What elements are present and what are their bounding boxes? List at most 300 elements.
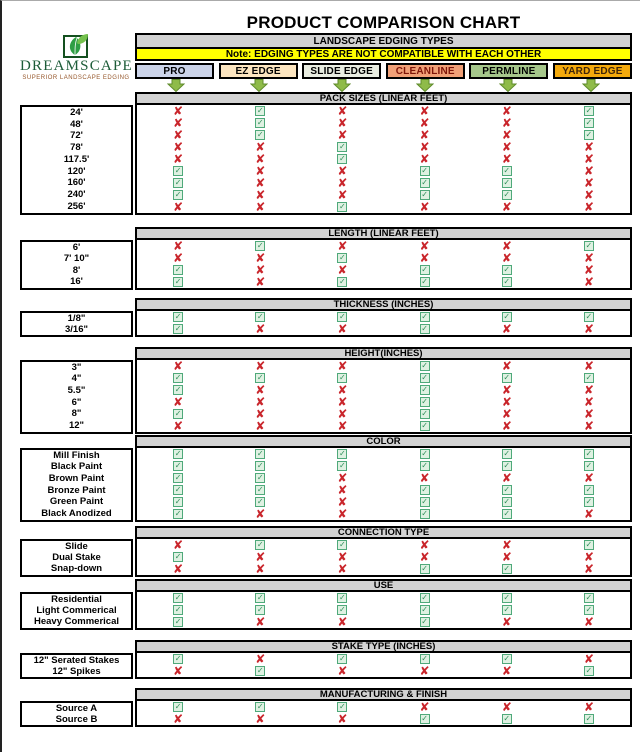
cross-icon: ✘ xyxy=(419,700,430,714)
check-icon: ✓ xyxy=(585,461,593,470)
mark-cell xyxy=(137,323,219,335)
mark-cell xyxy=(466,563,548,575)
mark-cell xyxy=(466,177,548,189)
cross-icon: ✘ xyxy=(419,140,430,154)
mark-cell xyxy=(301,713,383,725)
mark-cell xyxy=(383,713,465,725)
check-icon: ✓ xyxy=(174,654,182,663)
check-icon: ✓ xyxy=(503,461,511,470)
check-icon: ✓ xyxy=(174,485,182,494)
cross-icon: ✘ xyxy=(337,128,348,142)
mark-cell xyxy=(137,153,219,165)
mark-cell xyxy=(137,484,219,496)
mark-cell xyxy=(548,472,630,484)
cross-icon: ✘ xyxy=(173,251,184,265)
marks-grid xyxy=(135,592,632,630)
check-icon: ✓ xyxy=(503,277,511,286)
marks-grid xyxy=(135,701,632,727)
check-icon: ✓ xyxy=(421,409,428,418)
section-header-bar xyxy=(135,688,632,701)
row-labels-box xyxy=(20,311,133,337)
mark-cell xyxy=(219,448,301,460)
row-label: 6' xyxy=(72,241,81,253)
mark-cell xyxy=(383,252,465,264)
cross-icon: ✘ xyxy=(419,538,430,552)
cross-icon: ✘ xyxy=(255,152,266,166)
mark-cell xyxy=(219,105,301,117)
cross-icon: ✘ xyxy=(583,615,594,629)
row-label: 12" xyxy=(68,420,85,432)
mark-cell xyxy=(219,420,301,432)
check-icon: ✓ xyxy=(503,166,511,175)
cross-icon: ✘ xyxy=(173,140,184,154)
section-header-label: PACK SIZES (LINEAR FEET) xyxy=(319,93,448,104)
check-icon: ✓ xyxy=(174,552,182,561)
mark-cell xyxy=(383,472,465,484)
section-stake-type-inches- xyxy=(20,640,632,679)
check-icon: ✓ xyxy=(585,485,593,494)
mark-cell xyxy=(548,592,630,604)
section-header-bar xyxy=(135,435,632,448)
mark-cell xyxy=(548,323,630,335)
mark-cell xyxy=(383,616,465,628)
mark-cell xyxy=(219,460,301,472)
mark-cell xyxy=(301,665,383,677)
mark-cell xyxy=(137,201,219,213)
cross-icon: ✘ xyxy=(583,407,594,421)
cross-icon: ✘ xyxy=(255,176,266,190)
cross-icon: ✘ xyxy=(501,700,512,714)
section-header-label: HEIGHT(INCHES) xyxy=(344,348,423,359)
row-label: 7' 10" xyxy=(63,253,90,265)
check-icon: ✓ xyxy=(585,714,593,723)
cross-icon: ✘ xyxy=(255,419,266,433)
cross-icon: ✘ xyxy=(419,471,430,485)
mark-cell xyxy=(383,701,465,713)
section-pack-sizes-linear-feet- xyxy=(20,92,632,215)
mark-cell xyxy=(383,496,465,508)
cross-icon: ✘ xyxy=(255,407,266,421)
check-icon: ✓ xyxy=(174,178,182,187)
mark-cell xyxy=(137,448,219,460)
mark-cell xyxy=(548,420,630,432)
cross-icon: ✘ xyxy=(583,176,594,190)
row-label: 24' xyxy=(70,106,83,118)
check-icon: ✓ xyxy=(339,154,346,163)
check-icon: ✓ xyxy=(174,409,182,418)
cross-icon: ✘ xyxy=(501,140,512,154)
check-icon: ✓ xyxy=(256,593,264,602)
mark-cell xyxy=(548,616,630,628)
cross-icon: ✘ xyxy=(337,188,348,202)
mark-cell xyxy=(219,323,301,335)
cross-icon: ✘ xyxy=(173,152,184,166)
row-label: 4" xyxy=(71,373,82,385)
row-label: 120' xyxy=(67,165,86,177)
cross-icon: ✘ xyxy=(583,251,594,265)
cross-icon: ✘ xyxy=(501,128,512,142)
mark-cell xyxy=(301,189,383,201)
check-icon: ✓ xyxy=(585,605,593,614)
check-icon: ✓ xyxy=(585,666,593,675)
cross-icon: ✘ xyxy=(583,188,594,202)
check-icon: ✓ xyxy=(256,702,264,711)
product-header-ez-edge: EZ EDGE xyxy=(219,63,298,79)
check-icon: ✓ xyxy=(174,324,182,333)
mark-cell xyxy=(137,420,219,432)
section-body xyxy=(20,360,632,434)
check-icon: ✓ xyxy=(585,373,593,382)
mark-cell xyxy=(301,508,383,520)
section-color xyxy=(20,435,632,522)
mark-cell xyxy=(383,420,465,432)
cross-icon: ✘ xyxy=(337,164,348,178)
check-icon: ✓ xyxy=(585,449,593,458)
check-icon: ✓ xyxy=(256,473,264,482)
section-header-label: USE xyxy=(373,580,394,591)
check-icon: ✓ xyxy=(503,605,511,614)
check-icon: ✓ xyxy=(421,361,428,370)
cross-icon: ✘ xyxy=(583,152,594,166)
marks-grid xyxy=(135,311,632,337)
check-icon: ✓ xyxy=(174,449,182,458)
mark-cell xyxy=(466,484,548,496)
row-labels-box xyxy=(20,653,133,679)
cross-icon: ✘ xyxy=(419,239,430,253)
mark-cell xyxy=(219,484,301,496)
product-header-pro: PRO xyxy=(135,63,214,79)
mark-cell xyxy=(383,396,465,408)
leaf-icon xyxy=(20,31,132,59)
row-label: Slide xyxy=(65,540,88,552)
check-icon: ✓ xyxy=(421,593,428,602)
check-icon: ✓ xyxy=(503,178,511,187)
check-icon: ✓ xyxy=(256,130,264,139)
check-icon: ✓ xyxy=(174,265,182,274)
mark-cell xyxy=(137,460,219,472)
cross-icon: ✘ xyxy=(255,188,266,202)
row-labels-box xyxy=(20,592,133,630)
cross-icon: ✘ xyxy=(583,507,594,521)
mark-cell xyxy=(383,592,465,604)
mark-cell xyxy=(301,240,383,252)
cross-icon: ✘ xyxy=(255,395,266,409)
row-label: 3/16" xyxy=(65,323,88,335)
section-header-label: CONNECTION TYPE xyxy=(337,527,430,538)
check-icon: ✓ xyxy=(339,605,346,614)
mark-cell xyxy=(383,276,465,288)
mark-cell xyxy=(548,701,630,713)
row-label: Mill Finish xyxy=(53,449,100,461)
cross-icon: ✘ xyxy=(337,322,348,336)
cross-icon: ✘ xyxy=(501,359,512,373)
cross-icon: ✘ xyxy=(501,419,512,433)
row-label: 12" Spikes xyxy=(52,665,101,677)
section-manufacturing-finish xyxy=(20,688,632,727)
mark-cell xyxy=(383,201,465,213)
mark-cell xyxy=(219,665,301,677)
cross-icon: ✘ xyxy=(337,239,348,253)
row-labels-box xyxy=(20,105,133,215)
check-icon: ✓ xyxy=(503,449,511,458)
check-icon: ✓ xyxy=(174,166,182,175)
cross-icon: ✘ xyxy=(501,471,512,485)
check-icon: ✓ xyxy=(503,654,511,663)
section-body xyxy=(20,311,632,337)
check-icon: ✓ xyxy=(503,485,511,494)
mark-cell xyxy=(466,264,548,276)
row-label: Source B xyxy=(55,713,98,725)
mark-cell xyxy=(219,563,301,575)
cross-icon: ✘ xyxy=(501,322,512,336)
section-height-inches- xyxy=(20,347,632,434)
mark-cell xyxy=(383,264,465,276)
check-icon: ✓ xyxy=(174,461,182,470)
check-icon: ✓ xyxy=(256,605,264,614)
cross-icon: ✘ xyxy=(501,251,512,265)
row-label: Green Paint xyxy=(49,496,104,508)
cross-icon: ✘ xyxy=(337,664,348,678)
row-label: Dual Stake xyxy=(52,551,101,563)
product-header-cleanline: CLEANLINE xyxy=(386,63,465,79)
mark-cell xyxy=(466,472,548,484)
row-label: 256' xyxy=(67,201,86,212)
check-icon: ✓ xyxy=(503,564,511,573)
check-icon: ✓ xyxy=(339,142,346,151)
mark-cell xyxy=(466,323,548,335)
section-length-linear-feet- xyxy=(20,227,632,290)
product-header-slide-edge: SLIDE EDGE xyxy=(302,63,381,79)
mark-cell xyxy=(137,372,219,384)
check-icon: ✓ xyxy=(421,497,428,506)
row-label: 8" xyxy=(71,408,82,420)
cross-icon: ✘ xyxy=(583,200,594,214)
check-icon: ✓ xyxy=(256,461,264,470)
cross-icon: ✘ xyxy=(337,550,348,564)
mark-cell xyxy=(137,508,219,520)
mark-cell xyxy=(219,592,301,604)
cross-icon: ✘ xyxy=(255,322,266,336)
check-icon: ✓ xyxy=(174,497,182,506)
check-icon: ✓ xyxy=(503,714,511,723)
check-icon: ✓ xyxy=(339,654,346,663)
cross-icon: ✘ xyxy=(337,712,348,726)
mark-cell xyxy=(383,153,465,165)
cross-icon: ✘ xyxy=(583,700,594,714)
mark-cell xyxy=(466,508,548,520)
mark-cell xyxy=(137,276,219,288)
check-icon: ✓ xyxy=(256,118,264,127)
check-icon: ✓ xyxy=(585,130,593,139)
cross-icon: ✘ xyxy=(173,200,184,214)
cross-icon: ✘ xyxy=(255,562,266,576)
cross-icon: ✘ xyxy=(173,239,184,253)
check-icon: ✓ xyxy=(174,509,182,518)
check-icon: ✓ xyxy=(421,324,428,333)
mark-cell xyxy=(137,592,219,604)
row-labels-box xyxy=(20,240,133,290)
logo-tagline: SUPERIOR LANDSCAPE EDGING xyxy=(22,75,130,81)
cross-icon: ✘ xyxy=(255,251,266,265)
mark-cell xyxy=(301,616,383,628)
cross-icon: ✘ xyxy=(173,128,184,142)
mark-cell xyxy=(219,117,301,129)
row-label: 240' xyxy=(67,189,86,201)
cross-icon: ✘ xyxy=(173,395,184,409)
mark-cell xyxy=(137,165,219,177)
check-icon: ✓ xyxy=(174,593,182,602)
sections xyxy=(2,92,640,727)
mark-cell xyxy=(466,360,548,372)
cross-icon: ✘ xyxy=(337,471,348,485)
check-icon: ✓ xyxy=(339,702,346,711)
check-icon: ✓ xyxy=(585,540,593,549)
mark-cell xyxy=(548,653,630,665)
cross-icon: ✘ xyxy=(337,615,348,629)
marks-grid xyxy=(135,240,632,290)
cross-icon: ✘ xyxy=(583,164,594,178)
section-header-label: STAKE TYPE (INCHES) xyxy=(331,641,436,652)
cross-icon: ✘ xyxy=(337,395,348,409)
section-use xyxy=(20,579,632,630)
cross-icon: ✘ xyxy=(419,104,430,118)
check-icon: ✓ xyxy=(256,106,264,115)
arrow-row xyxy=(135,79,632,92)
mark-cell xyxy=(137,177,219,189)
product-header-yard-edge: YARD EDGE xyxy=(553,63,632,79)
mark-cell xyxy=(466,496,548,508)
mark-cell xyxy=(137,539,219,551)
arrow-down-icon xyxy=(250,79,268,97)
check-icon: ✓ xyxy=(421,178,428,187)
cross-icon: ✘ xyxy=(337,383,348,397)
cross-icon: ✘ xyxy=(501,200,512,214)
cross-icon: ✘ xyxy=(255,200,266,214)
mark-cell xyxy=(383,360,465,372)
cross-icon: ✘ xyxy=(583,359,594,373)
cross-icon: ✘ xyxy=(501,383,512,397)
cross-icon: ✘ xyxy=(583,471,594,485)
mark-cell xyxy=(219,201,301,213)
check-icon: ✓ xyxy=(421,385,428,394)
banner-title: LANDSCAPE EDGING TYPES xyxy=(137,35,630,47)
mark-cell xyxy=(383,384,465,396)
check-icon: ✓ xyxy=(421,461,428,470)
cross-icon: ✘ xyxy=(255,652,266,666)
check-icon: ✓ xyxy=(174,373,182,382)
section-header-label: LENGTH (LINEAR FEET) xyxy=(328,228,439,239)
mark-cell xyxy=(383,311,465,323)
check-icon: ✓ xyxy=(256,666,264,675)
check-icon: ✓ xyxy=(339,373,346,382)
check-icon: ✓ xyxy=(256,241,264,250)
check-icon: ✓ xyxy=(585,118,593,127)
cross-icon: ✘ xyxy=(173,712,184,726)
check-icon: ✓ xyxy=(339,540,346,549)
section-header-bar xyxy=(135,579,632,592)
mark-cell xyxy=(548,665,630,677)
cross-icon: ✘ xyxy=(255,507,266,521)
mark-cell xyxy=(466,616,548,628)
check-icon: ✓ xyxy=(421,397,428,406)
product-header-permline: PERMLINE xyxy=(469,63,548,79)
cross-icon: ✘ xyxy=(173,419,184,433)
section-body xyxy=(20,448,632,522)
mark-cell xyxy=(301,360,383,372)
mark-cell xyxy=(219,713,301,725)
check-icon: ✓ xyxy=(256,312,264,321)
row-label: Residential xyxy=(51,593,102,605)
mark-cell xyxy=(219,653,301,665)
mark-cell xyxy=(137,604,219,616)
mark-cell xyxy=(466,165,548,177)
row-label: 3" xyxy=(71,361,82,373)
check-icon: ✓ xyxy=(421,617,428,626)
section-thickness-inches- xyxy=(20,298,632,337)
row-label: 6" xyxy=(71,396,82,408)
mark-cell xyxy=(301,141,383,153)
mark-cell xyxy=(466,592,548,604)
section-header-bar xyxy=(135,298,632,311)
mark-cell xyxy=(137,496,219,508)
section-connection-type xyxy=(20,526,632,577)
check-icon: ✓ xyxy=(421,277,428,286)
cross-icon: ✘ xyxy=(583,550,594,564)
cross-icon: ✘ xyxy=(337,483,348,497)
mark-cell xyxy=(548,360,630,372)
mark-cell xyxy=(219,276,301,288)
check-icon: ✓ xyxy=(421,485,428,494)
row-label: 117.5' xyxy=(63,153,90,165)
arrow-down-icon xyxy=(499,79,517,97)
mark-cell xyxy=(219,508,301,520)
mark-cell xyxy=(137,396,219,408)
row-labels-box xyxy=(20,448,133,522)
mark-cell xyxy=(137,563,219,575)
mark-cell xyxy=(548,484,630,496)
mark-cell xyxy=(466,153,548,165)
mark-cell xyxy=(548,117,630,129)
check-icon: ✓ xyxy=(256,485,264,494)
cross-icon: ✘ xyxy=(583,419,594,433)
cross-icon: ✘ xyxy=(419,251,430,265)
marks-grid xyxy=(135,653,632,679)
check-icon: ✓ xyxy=(421,449,428,458)
check-icon: ✓ xyxy=(421,564,428,573)
row-label: 78' xyxy=(70,142,83,154)
cross-icon: ✘ xyxy=(337,263,348,277)
cross-icon: ✘ xyxy=(501,538,512,552)
row-label: Bronze Paint xyxy=(47,484,106,496)
check-icon: ✓ xyxy=(585,497,593,506)
check-icon: ✓ xyxy=(585,241,593,250)
cross-icon: ✘ xyxy=(501,615,512,629)
cross-icon: ✘ xyxy=(583,395,594,409)
mark-cell xyxy=(137,713,219,725)
row-label: 8' xyxy=(72,264,81,276)
mark-cell xyxy=(383,408,465,420)
cross-icon: ✘ xyxy=(501,152,512,166)
check-icon: ✓ xyxy=(421,373,428,382)
section-body xyxy=(20,105,632,215)
row-label: Source A xyxy=(55,702,98,714)
cross-icon: ✘ xyxy=(583,562,594,576)
marks-grid xyxy=(135,539,632,577)
mark-cell xyxy=(383,508,465,520)
mark-cell xyxy=(383,604,465,616)
check-icon: ✓ xyxy=(339,449,346,458)
mark-cell xyxy=(466,276,548,288)
